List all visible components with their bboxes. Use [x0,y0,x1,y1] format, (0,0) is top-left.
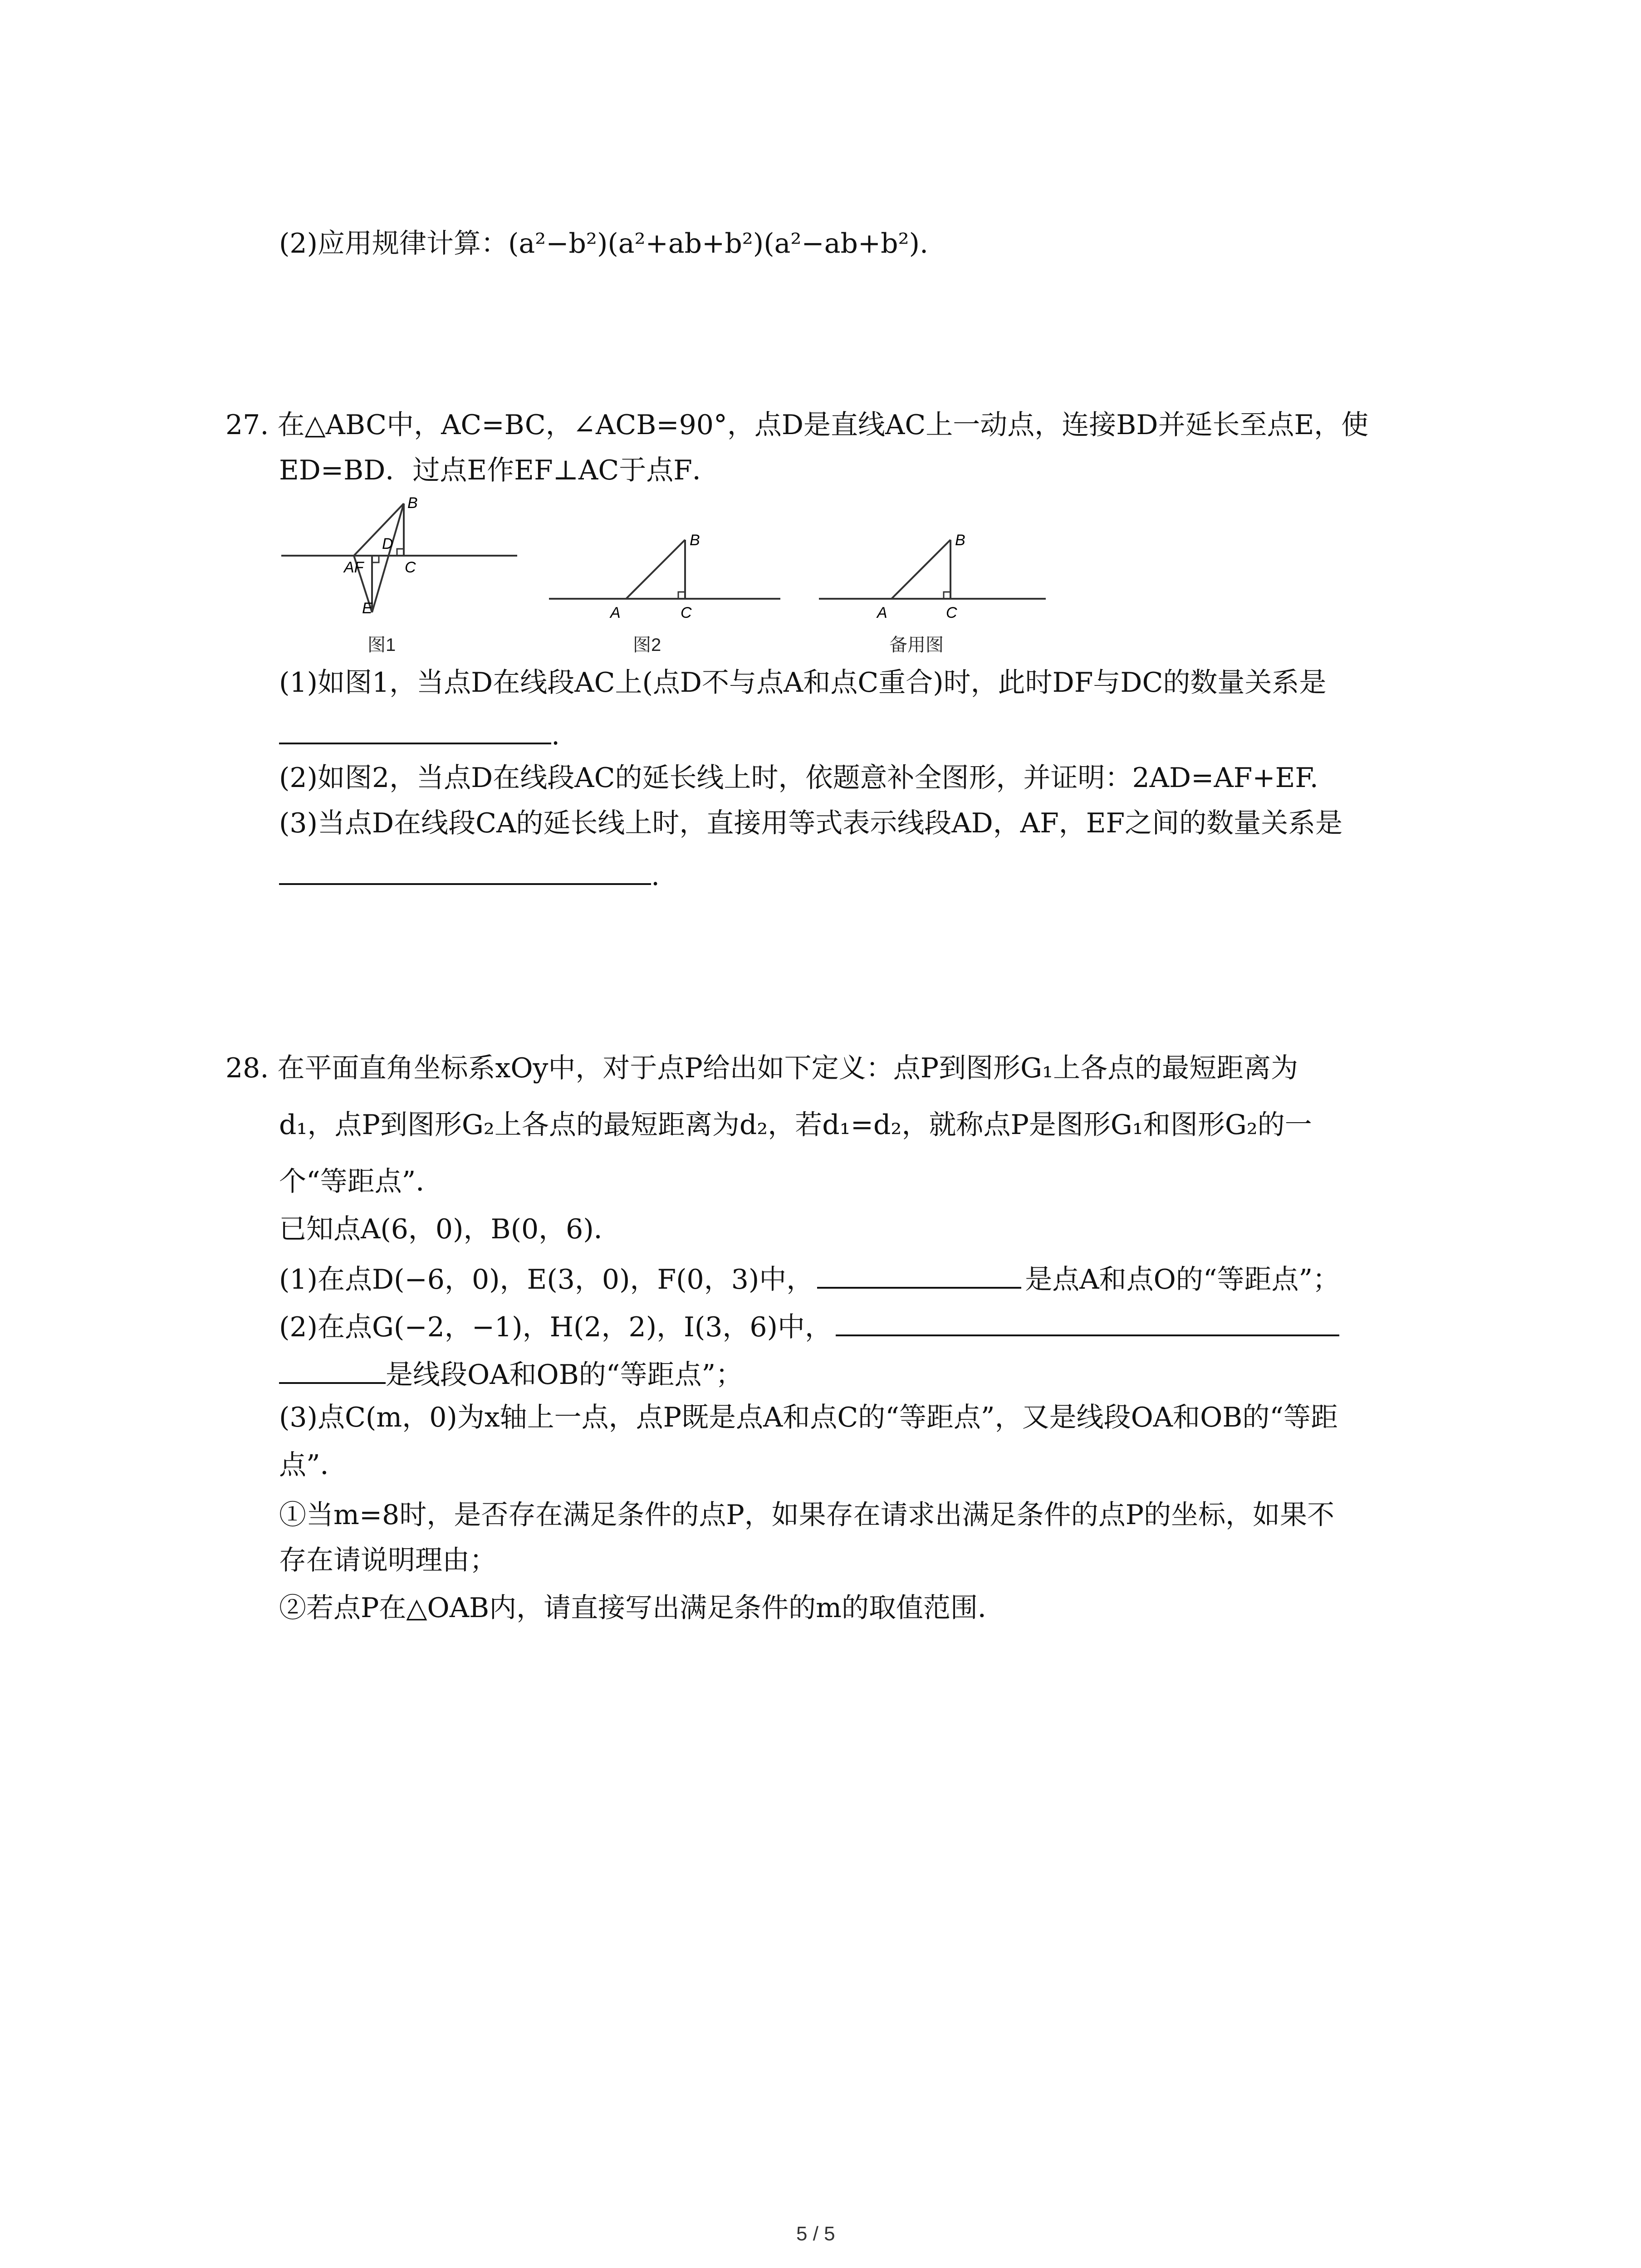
q27-figure-1 [281,490,535,628]
q27-part1-line1: (1)如图1，当点D在线段AC上(点D不与点A和点C重合)时，此时DF与DC的数量关系是 [279,667,1327,699]
q28-stem-text1: 在平面直角坐标系xOy中，对于点P给出如下定义：点P到图形G₁上各点的最短距离为 [277,1052,1298,1084]
q26-part2 [279,225,928,262]
q27-part3-answer-line [279,855,660,894]
q28-sub2: ②若点P在△OAB内，请直接写出满足条件的m的取值范围． [279,1592,1005,1624]
q28-part1 [279,1259,1340,1298]
fig1-label-c: C [405,559,416,576]
q28-part2-suffix: 是线段OA和OB的“等距点”； [386,1359,743,1391]
q26-part2-expr: (a²−b²)(a²+ab+b²)(a²−ab+b²). [508,228,929,259]
q27-fig2-caption: 图2 [633,635,661,655]
q28-part2-answer-blank-b[interactable] [279,1354,386,1384]
q27-part1-answer-line [279,714,560,753]
fig1-label-af: AF [344,559,364,576]
q27-fig3-caption: 备用图 [889,635,944,655]
q28-part2-answer-blank-a[interactable] [836,1306,1339,1336]
q28-part3-line2: 点”． [279,1449,348,1481]
q27-number: 27. [225,409,269,441]
q27-part2: (2)如图2，当点D在线段AC的延长线上时，依题意补全图形，并证明：2AD=AF+EF. [279,762,1318,794]
q27-fig1-caption: 图1 [367,635,396,655]
q27-figure-backup [814,522,1059,623]
q28-number: 28. [225,1052,269,1084]
fig3-label-c: C [946,604,957,621]
q28-part2-line2 [279,1354,743,1393]
q28-stem-line3: 个“等距点”． [279,1166,443,1198]
q28-sub1-line1: ①当m=8时，是否存在满足条件的点P，如果存在请求出满足条件的点P的坐标，如果不 [279,1499,1335,1531]
q27-part1-answer-blank[interactable] [279,714,551,744]
fig1-label-d: D [382,535,393,552]
q27-part3-end: . [651,860,660,892]
q28-part3-line1: (3)点C(m，0)为x轴上一点，点P既是点A和点C的“等距点”，又是线段OA和OB的“等距 [279,1402,1338,1433]
q28-part2-line1 [279,1306,1339,1345]
fig1-label-b: B [407,494,418,512]
q28-part2-prefix: (2)在点G(−2，−1)，H(2，2)，I(3，6)中， [279,1311,832,1343]
q28-part1-suffix: 是点A和点O的“等距点”； [1025,1264,1340,1295]
fig2-label-b: B [690,532,700,549]
q28-sub1-line2: 存在请说明理由； [279,1545,497,1576]
q27-part1-end: . [551,719,560,751]
q27-stem-line1 [225,407,1368,443]
q27-figure-2 [544,522,789,623]
q27-stem-line2: ED=BD．过点E作EF⊥AC于点F． [279,455,720,486]
fig2-label-a: A [610,604,621,621]
q26-part2-prefix: (2)应用规律计算： [279,228,508,259]
q27-part3-line1: (3)当点D在线段CA的延长线上时，直接用等式表示线段AD，AF，EF之间的数量关系是 [279,807,1343,839]
q27-stem-text1: 在△ABC中，AC=BC，∠ACB=90°，点D是直线AC上一动点，连接BD并延长至点E，使 [277,409,1369,441]
fig1-label-e: E [362,600,372,617]
fig3-label-a: A [877,604,887,621]
q28-part1-prefix: (1)在点D(−6，0)，E(3，0)，F(0，3)中， [279,1264,814,1295]
page-number: 5 / 5 [796,2223,835,2245]
fig3-label-b: B [955,532,965,549]
q28-part1-answer-blank[interactable] [817,1259,1021,1289]
fig2-label-c: C [681,604,692,621]
q28-stem-line1 [225,1050,1298,1086]
q28-stem-line2: d₁，点P到图形G₂上各点的最短距离为d₂，若d₁=d₂，就称点P是图形G₁和图形G₂的一 [279,1109,1312,1141]
q28-given: 已知点A(6，0)，B(0，6)． [279,1213,621,1245]
q27-part3-answer-blank[interactable] [279,855,651,885]
